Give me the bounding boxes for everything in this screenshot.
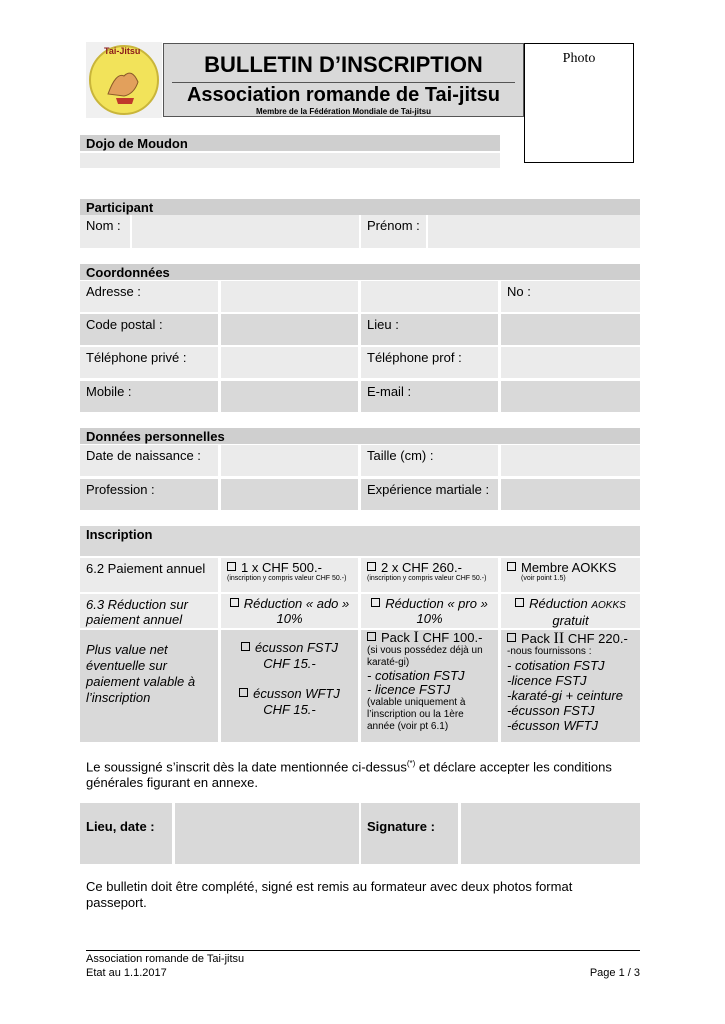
pack-1[interactable] (361, 630, 498, 742)
option-2x260-label: 2 x CHF 260.- (381, 560, 462, 575)
reduction-pro-value: 10% (416, 611, 443, 626)
prenom-field[interactable] (428, 215, 640, 248)
logo (86, 42, 162, 118)
reduction-label: 6.3 Réduction sur paiement annuel (80, 594, 218, 628)
dojo-label: Dojo de Moudon (80, 135, 500, 151)
pack-2-item: -écusson FSTJ (507, 703, 595, 718)
footer-page: Page 1 / 3 (589, 967, 640, 979)
footer-etat: Etat au 1.1.2017 (86, 967, 167, 979)
lieu-date-label (80, 803, 172, 864)
photo-label: Photo (562, 51, 596, 66)
pack-2-item: -karaté-gi + ceinture (507, 688, 623, 703)
tel-prive-field[interactable] (221, 347, 358, 378)
ecusson-fstj-label: écusson FSTJ (254, 640, 339, 655)
email-field[interactable] (501, 381, 640, 412)
adresse-label: Adresse : (80, 281, 218, 312)
pack-1-note: (si vous possédez déjà un karaté-gi) (367, 645, 483, 668)
footer-org: Association romande de Tai-jitsu (86, 953, 245, 965)
ecusson-fstj[interactable] (227, 640, 352, 656)
mobile-field[interactable] (221, 381, 358, 412)
option-2x260[interactable] (361, 558, 498, 592)
prenom-label: Prénom : (361, 215, 426, 248)
member-line: Membre de la Fédération Mondiale de Tai-jitsu (256, 107, 431, 116)
coordonnees-title: Coordonnées (80, 264, 640, 280)
option-membre-aokks-label: Membre AOKKS (521, 560, 617, 575)
pack-1-note-2: (valable uniquement à l’inscription ou la 1ère année (voir pt 6.1) (367, 697, 466, 732)
logo-text: Tai-Jitsu (104, 46, 141, 56)
signature-text: Signature : (367, 819, 435, 834)
pack-2-label: Pack (521, 631, 550, 646)
pack-1-number: I (413, 629, 419, 646)
ecusson-options (221, 630, 358, 742)
signature-field[interactable] (461, 803, 640, 864)
ecusson-fstj-price: CHF 15.- (263, 656, 316, 671)
checkbox-icon[interactable] (227, 562, 236, 571)
checkbox-icon[interactable] (371, 598, 380, 607)
email-label: E-mail : (361, 381, 498, 412)
page-subtitle: Association romande de Tai-jitsu (186, 84, 501, 106)
declaration-part-a: Le soussigné s’inscrit dès la date mentionnée ci-dessus (86, 759, 407, 775)
code-postal-field[interactable] (221, 314, 358, 345)
reduction-ado[interactable] (221, 594, 358, 628)
inscription-title-text: Inscription (86, 527, 153, 542)
plus-value-label: Plus value net éventuelle sur paiement valable à l’inscription (80, 630, 218, 742)
declaration-footnote-mark: (*) (406, 759, 416, 768)
ecusson-wftj-price: CHF 15.- (263, 702, 316, 717)
taille-label: Taille (cm) : (361, 445, 498, 476)
option-membre-aokks-note: (voir point 1.5) (521, 575, 566, 582)
pack-2-item: - cotisation FSTJ (507, 658, 605, 673)
pack-2-number: II (553, 630, 565, 647)
reduction-pro-label: Réduction « pro » (385, 596, 488, 611)
tel-prive-label: Téléphone privé : (80, 347, 218, 378)
option-1x500[interactable] (221, 558, 358, 592)
experience-field[interactable] (501, 479, 640, 510)
nom-label: Nom : (80, 215, 130, 248)
page-title: BULLETIN D’INSCRIPTION (204, 52, 483, 77)
reduction-aokks-sub: AOKKS (591, 600, 626, 611)
tel-prof-label: Téléphone prof : (361, 347, 498, 378)
pack-1-item: - cotisation FSTJ (367, 668, 465, 683)
ecusson-wftj-label: écusson WFTJ (253, 686, 340, 701)
option-1x500-note: (inscription y compris valeur CHF 50.-) (227, 575, 347, 582)
naissance-label: Date de naissance : (80, 445, 218, 476)
reduction-ado-value: 10% (276, 611, 303, 626)
signature-label (361, 803, 458, 864)
footer-rule (86, 950, 640, 951)
profession-field[interactable] (221, 479, 358, 510)
lieu-date-field[interactable] (175, 803, 359, 864)
checkbox-icon[interactable] (367, 562, 376, 571)
reduction-pro[interactable] (361, 594, 498, 628)
pack-2[interactable] (501, 630, 640, 742)
option-membre-aokks[interactable] (501, 558, 640, 592)
lieu-date-text: Lieu, date : (86, 819, 155, 834)
checkbox-icon[interactable] (507, 562, 516, 571)
pack-1-label: Pack (381, 630, 410, 645)
pack-2-item: -licence FSTJ (507, 673, 587, 688)
reduction-aokks[interactable] (501, 594, 640, 628)
no-label: No : (501, 281, 640, 312)
pack-1-price: CHF 100.- (422, 630, 483, 645)
ecusson-wftj[interactable] (227, 686, 352, 702)
lieu-field[interactable] (501, 314, 640, 345)
option-2x260-note: (inscription y compris valeur CHF 50.-) (367, 575, 487, 582)
declaration-part-b: et déclare accepter les conditions générales figurant en annexe. (86, 759, 612, 791)
reduction-ado-label: Réduction « ado » (243, 596, 350, 611)
donnees-title: Données personnelles (80, 428, 640, 444)
adresse-field-2[interactable] (361, 281, 498, 312)
reduction-aokks-label: Réduction (529, 596, 588, 611)
reduction-aokks-value: gratuit (552, 613, 589, 628)
paiement-label: 6.2 Paiement annuel (80, 558, 218, 592)
taille-field[interactable] (501, 445, 640, 476)
pack-1-item: - licence FSTJ (367, 682, 451, 697)
checkbox-icon[interactable] (367, 632, 376, 641)
tel-prof-field[interactable] (501, 347, 640, 378)
title-box (163, 43, 524, 117)
pack-2-note: -nous fournissons : (507, 646, 592, 657)
declaration-text (86, 756, 646, 791)
checkbox-icon[interactable] (241, 642, 250, 651)
inscription-title (80, 526, 640, 556)
pack-2-item: -écusson WFTJ (507, 718, 599, 733)
photo-box[interactable] (524, 43, 634, 163)
checkbox-icon[interactable] (507, 633, 516, 642)
checkbox-icon[interactable] (239, 688, 248, 697)
naissance-field[interactable] (221, 445, 358, 476)
participant-title: Participant (80, 199, 640, 215)
checkbox-icon[interactable] (230, 598, 239, 607)
profession-label: Profession : (80, 479, 218, 510)
checkbox-icon[interactable] (515, 598, 524, 607)
adresse-field-1[interactable] (221, 281, 358, 312)
option-1x500-label: 1 x CHF 500.- (241, 560, 322, 575)
mobile-label: Mobile : (80, 381, 218, 412)
pack-2-price: CHF 220.- (567, 631, 628, 646)
dojo-field[interactable] (80, 153, 500, 168)
code-postal-label: Code postal : (80, 314, 218, 345)
nom-field[interactable] (132, 215, 359, 248)
instructions-note: Ce bulletin doit être complété, signé est remis au formateur avec deux photos format passeport. (86, 879, 573, 910)
experience-label: Expérience martiale : (361, 479, 498, 510)
lieu-label: Lieu : (361, 314, 498, 345)
